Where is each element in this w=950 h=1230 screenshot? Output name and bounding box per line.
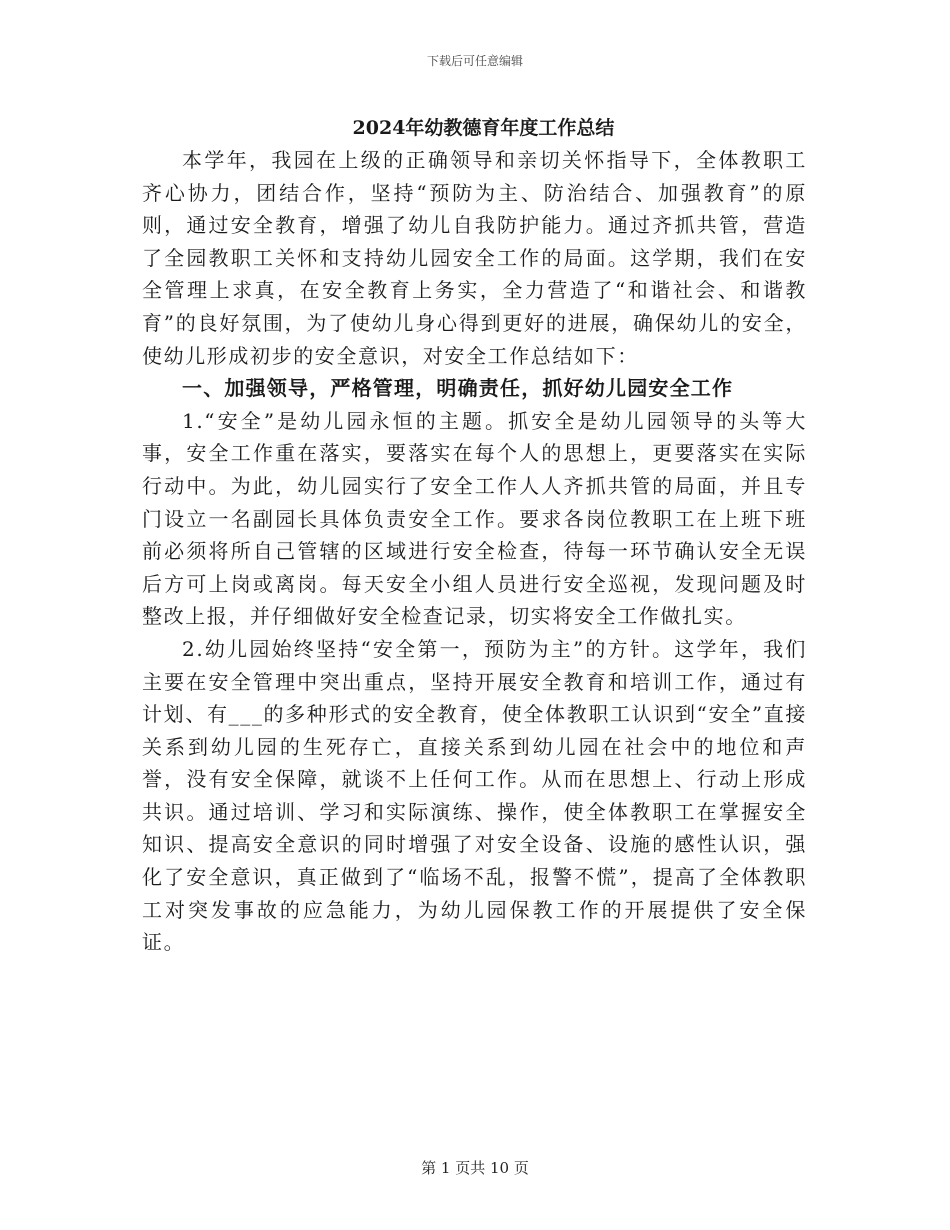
document-title: 2024年幼教德育年度工作总结 (352, 117, 615, 139)
document-body (142, 112, 807, 959)
item-paragraph-1: 1.“安全”是幼儿园永恒的主题。抓安全是幼儿园领导的头等大事，安全工作重在落实，要落实在每个人的思想上，更要落实在实际行动中。为此，幼儿园实行了安全工作人人齐抓共管的局面，并且专门设立一名副园长具体负责安全工作。要求各岗位教职工在上班下班前必须将所自己管辖的区域进行安全检查，待每一环节确认安全无误后方可上岗或离岗。每天安全小组人员进行安全巡视，发现问题及时整改上报，并仔细做好安全检查记录，切实将安全工作做扎实。 (142, 408, 807, 629)
header-note: 下载后可任意编辑 (426, 54, 523, 68)
item-paragraph-2: 2.幼儿园始终坚持“安全第一，预防为主”的方针。这学年，我们主要在安全管理中突出重点，坚持开展安全教育和培训工作，通过有计划、有___的多种形式的安全教育，使全体教职工认识到“安全”直接关系到幼儿园的生死存亡，直接关系到幼儿园在社会中的地位和声誉，没有安全保障，就谈不上任何工作。从而在思想上、行动上形成共识。通过培训、学习和实际演练、操作，使全体教职工在掌握安全知识、提高安全意识的同时增强了对安全设备、设施的感性认识，强化了安全意识，真正做到了“临场不乱，报警不慌”，提高了全体教职工对突发事故的应急能力，为幼儿园保教工作的开展提供了安全保证。 (142, 636, 807, 955)
page-footer: 第 1 页共 10 页 (421, 1159, 529, 1177)
section-heading-1: 一、加强领导，严格管理，明确责任，抓好幼儿园安全工作 (182, 376, 734, 401)
intro-paragraph: 本学年，我园在上级的正确领导和亲切关怀指导下，全体教职工齐心协力，团结合作，坚持“预防为主、防治结合、加强教育”的原则，通过安全教育，增强了幼儿自我防护能力。通过齐抓共管，营造了全园教职工关怀和支持幼儿园安全工作的局面。这学期，我们在安全管理上求真，在安全教育上务实，全力营造了“和谐社会、和谐教育”的良好氛围，为了使幼儿身心得到更好的进展，确保幼儿的安全，使幼儿形成初步的安全意识，对安全工作总结如下： (142, 148, 807, 368)
